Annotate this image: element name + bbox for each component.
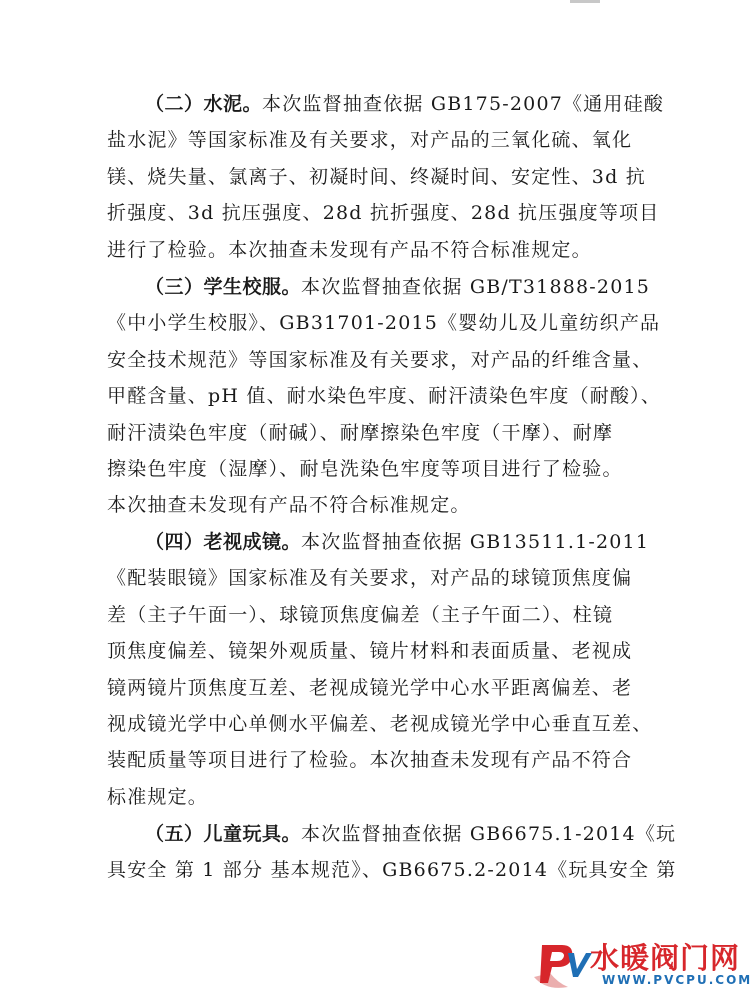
paragraph-text: 本次监督抽查依据 GB13511.1-2011 [301, 531, 650, 553]
section-heading: （四）老视成镜。 [145, 531, 302, 553]
paragraph-text: 本次监督抽查依据 GB6675.1-2014《玩 [301, 823, 677, 845]
pv-logo-icon [528, 933, 594, 995]
paragraph-line: 耐汗渍染色牢度（耐碱）、耐摩擦染色牢度（干摩）、耐摩 [107, 421, 614, 444]
paragraph-first-line [107, 86, 665, 122]
paragraph-line: 装配质量等项目进行了检验。本次抽查未发现有产品不符合 [107, 749, 633, 772]
paragraph-line: 具安全 第 1 部分 基本规范》、GB6675.2-2014《玩具安全 第 [107, 859, 677, 882]
paragraph-line: 进行了检验。本次抽查未发现有产品不符合标准规定。 [107, 238, 592, 261]
site-watermark [528, 933, 752, 995]
paragraph-line: 《配装眼镜》国家标准及有关要求，对产品的球镜顶焦度偏 [107, 567, 633, 590]
paragraph-line: 镜两镜片顶焦度互差、老视成镜光学中心水平距离偏差、老 [107, 676, 633, 699]
paragraph-first-line [107, 524, 650, 560]
paragraph-first-line [107, 816, 677, 852]
section-heading: （三）学生校服。 [145, 276, 302, 298]
paragraph-first-line [107, 269, 651, 305]
paragraph-line: 《中小学生校服》、GB31701-2015《婴幼儿及儿童纺织产品 [107, 312, 661, 335]
paragraph-line: 擦染色牢度（湿摩）、耐皂洗染色牢度等项目进行了检验。 [107, 457, 623, 480]
section-cement [107, 86, 665, 268]
section-reading-glasses [107, 524, 653, 815]
section-school-uniform [107, 269, 662, 524]
section-children-toys [107, 816, 677, 889]
watermark-site-url: WWW.PVCPU.COM [602, 973, 752, 987]
paragraph-text: 本次监督抽查依据 GB/T31888-2015 [301, 276, 651, 298]
watermark-site-name: 水暖阀门网 [590, 941, 741, 975]
paragraph-line: 盐水泥》等国家标准及有关要求，对产品的三氧化硫、氧化 [107, 129, 633, 152]
paragraph-line: 标准规定。 [107, 785, 209, 808]
paragraph-line: 本次抽查未发现有产品不符合标准规定。 [107, 494, 471, 517]
paragraph-line: 折强度、3d 抗压强度、28d 抗折强度、28d 抗压强度等项目 [107, 202, 660, 225]
paragraph-line: 甲醛含量、pH 值、耐水染色牢度、耐汗渍染色牢度（耐酸）、 [107, 385, 662, 408]
section-heading: （二）水泥。 [145, 93, 263, 115]
scan-edge-mark [570, 0, 600, 3]
paragraph-line: 镁、烧失量、氯离子、初凝时间、终凝时间、安定性、3d 抗 [107, 165, 646, 188]
paragraph-line: 安全技术规范》等国家标准及有关要求，对产品的纤维含量、 [107, 348, 653, 371]
section-heading: （五）儿童玩具。 [145, 823, 302, 845]
paragraph-text: 本次监督抽查依据 GB175-2007《通用硅酸 [262, 93, 665, 115]
paragraph-line: 顶焦度偏差、镜架外观质量、镜片材料和表面质量、老视成 [107, 640, 633, 663]
paragraph-line: 差（主子午面一）、球镜顶焦度偏差（主子午面二）、柱镜 [107, 603, 614, 626]
paragraph-line: 视成镜光学中心单侧水平偏差、老视成镜光学中心垂直互差、 [107, 712, 653, 735]
